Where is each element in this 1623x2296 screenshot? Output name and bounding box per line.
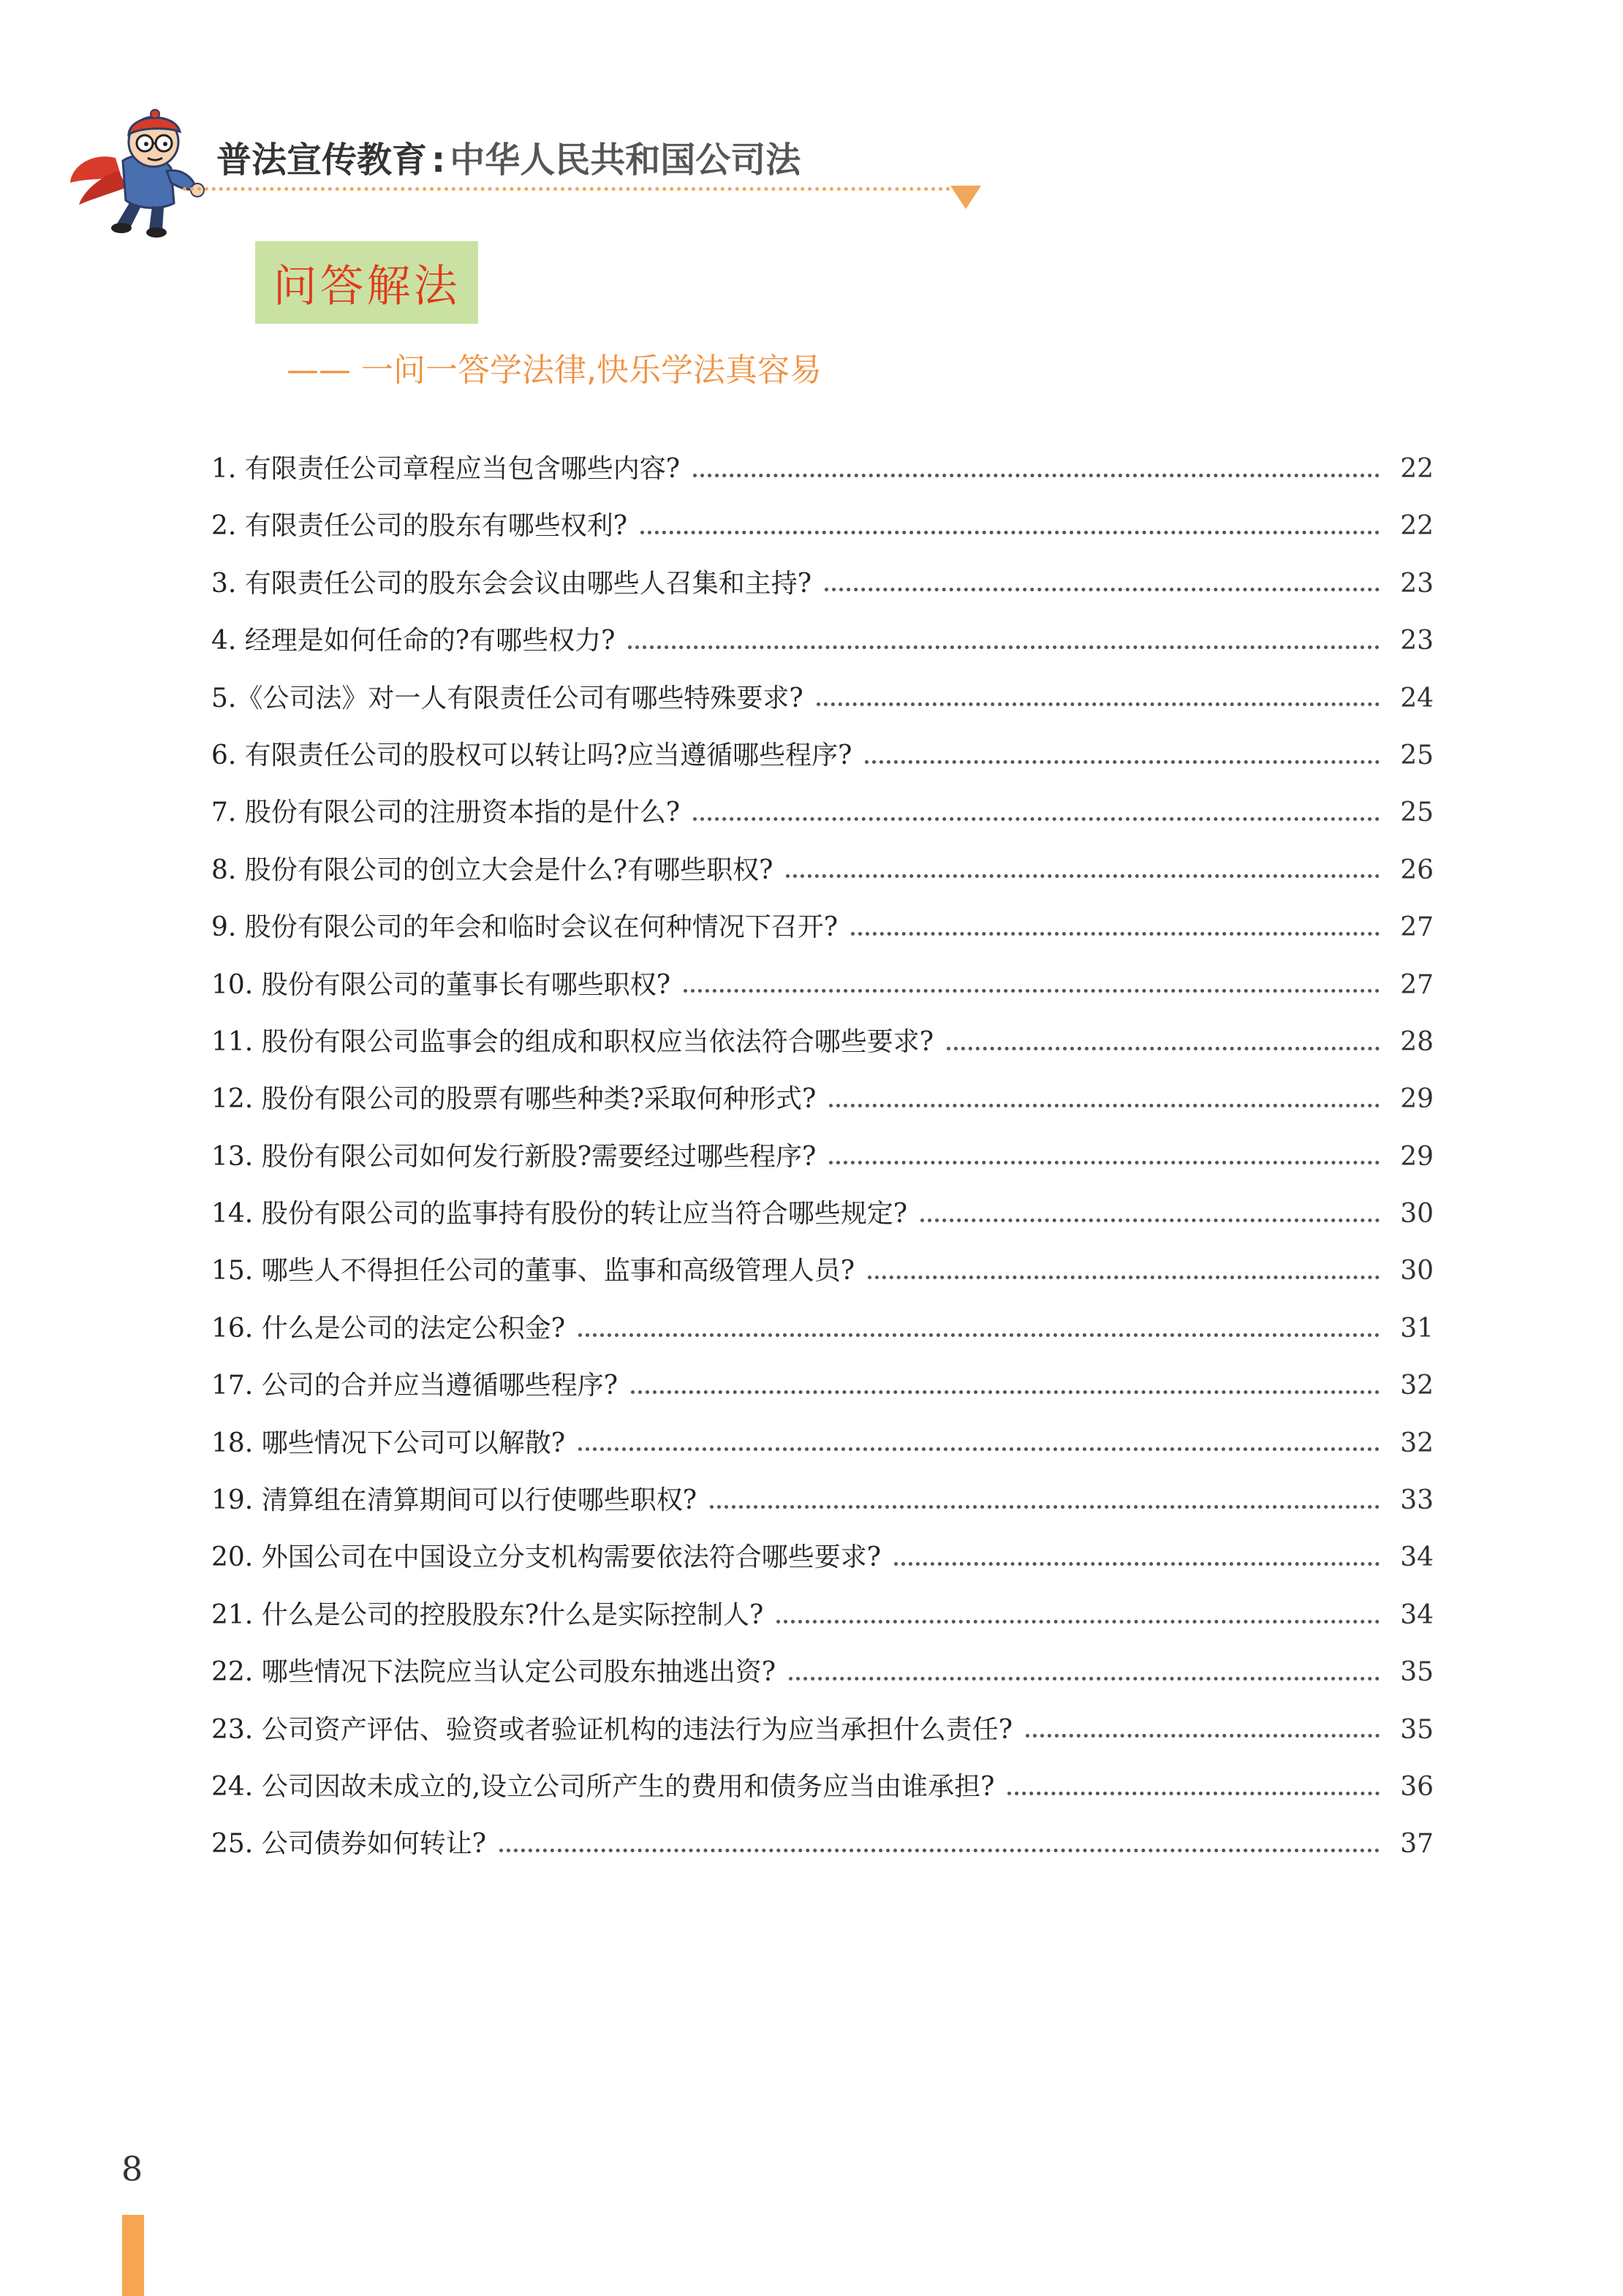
toc-dot-leader (868, 1276, 1380, 1279)
header-brand: 普法宣传教育 (216, 140, 428, 181)
toc-entry[interactable] (211, 842, 1434, 899)
toc-entry-title: 23. 公司资产评估、验资或者验证机构的违法行为应当承担什么责任? (211, 1714, 1013, 1745)
toc-entry-title: 14. 股份有限公司的监事持有股份的转让应当符合哪些规定? (211, 1199, 907, 1230)
toc-entry-title: 18. 哪些情况下公司可以解散? (211, 1428, 565, 1458)
toc-entry-page: 27 (1400, 969, 1434, 1000)
toc-entry-page: 30 (1400, 1256, 1434, 1287)
toc-entry-page: 28 (1400, 1026, 1434, 1057)
toc-dot-leader (693, 474, 1380, 477)
header-arrow-icon (950, 186, 981, 209)
toc-entry-page: 35 (1400, 1657, 1434, 1688)
header-law-title: 中华人民共和国公司法 (450, 140, 801, 181)
toc-entry[interactable] (211, 1300, 1434, 1357)
toc-entry-title: 5.《公司法》对一人有限责任公司有哪些特殊要求? (211, 683, 803, 713)
toc-entry-page: 25 (1400, 797, 1434, 828)
toc-dot-leader (578, 1447, 1380, 1451)
footer-accent-bar (122, 2215, 144, 2296)
toc-entry-title: 1. 有限责任公司章程应当包含哪些内容? (211, 454, 681, 484)
toc-dot-leader (578, 1333, 1380, 1337)
toc-entry-page: 36 (1400, 1771, 1434, 1802)
toc-entry-title: 19. 清算组在清算期间可以行使哪些职权? (211, 1485, 697, 1516)
toc-entry-title: 25. 公司债券如何转让? (211, 1829, 486, 1860)
toc-dot-leader (640, 531, 1380, 534)
toc-dot-leader (865, 760, 1380, 764)
section-title: 问答解法 (273, 260, 461, 312)
toc-entry-title: 22. 哪些情况下法院应当认定公司股东抽逃出资? (211, 1657, 776, 1688)
toc-entry[interactable] (211, 670, 1434, 727)
toc-dot-leader (693, 817, 1380, 821)
toc-entry-page: 23 (1400, 568, 1434, 599)
toc-entry-page: 22 (1400, 454, 1434, 484)
toc-entry-page: 22 (1400, 511, 1434, 542)
toc-entry-page: 26 (1400, 855, 1434, 885)
toc-entry-page: 29 (1400, 1084, 1434, 1115)
toc-entry[interactable] (211, 899, 1434, 956)
toc-dot-leader (499, 1849, 1380, 1852)
toc-entry-title: 13. 股份有限公司如何发行新股?需要经过哪些程序? (211, 1141, 817, 1172)
toc-dot-leader (628, 645, 1380, 649)
toc-dot-leader (829, 1161, 1380, 1164)
toc-entry[interactable] (211, 1644, 1434, 1701)
toc-entry[interactable] (211, 1129, 1434, 1186)
toc-entry-page: 23 (1400, 626, 1434, 656)
toc-entry[interactable] (211, 1472, 1434, 1529)
toc-entry[interactable] (211, 1243, 1434, 1300)
toc-entry-page: 31 (1400, 1313, 1434, 1344)
toc-entry-title: 20. 外国公司在中国设立分支机构需要依法符合哪些要求? (211, 1542, 881, 1573)
toc-entry-page: 24 (1400, 683, 1434, 713)
toc-entry[interactable] (211, 1357, 1434, 1414)
toc-entry-title: 6. 有限责任公司的股权可以转让吗?应当遵循哪些程序? (211, 740, 852, 770)
toc-entry-title: 24. 公司因故未成立的,设立公司所产生的费用和债务应当由谁承担? (211, 1771, 995, 1802)
toc-entry-page: 27 (1400, 912, 1434, 943)
page-number: 8 (121, 2149, 143, 2189)
toc-dot-leader (825, 588, 1380, 591)
toc-entry-title: 10. 股份有限公司的董事长有哪些职权? (211, 969, 670, 1000)
mascot-illustration (64, 101, 225, 240)
toc-entry-page: 37 (1400, 1829, 1434, 1860)
toc-entry-title: 2. 有限责任公司的股东有哪些权利? (211, 511, 628, 542)
toc-entry[interactable] (211, 784, 1434, 841)
toc-dot-leader (1026, 1734, 1380, 1738)
toc-entry-page: 32 (1400, 1428, 1434, 1458)
toc-dot-leader (1007, 1792, 1380, 1795)
toc-entry[interactable] (211, 1759, 1434, 1816)
toc-entry-title: 8. 股份有限公司的创立大会是什么?有哪些职权? (211, 855, 773, 885)
toc-dot-leader (894, 1562, 1380, 1566)
toc-dot-leader (920, 1219, 1380, 1222)
running-header (216, 132, 801, 183)
toc-entry[interactable] (211, 1529, 1434, 1586)
toc-entry-page: 32 (1400, 1371, 1434, 1401)
toc-entry[interactable] (211, 1071, 1434, 1128)
toc-entry-title: 12. 股份有限公司的股票有哪些种类?采取何种形式? (211, 1084, 817, 1115)
header-separator: : (431, 140, 446, 181)
table-of-contents (211, 441, 1434, 1873)
toc-entry[interactable] (211, 1816, 1434, 1873)
toc-entry[interactable] (211, 1014, 1434, 1071)
toc-entry-title: 17. 公司的合并应当遵循哪些程序? (211, 1371, 618, 1401)
header-dotted-rule (183, 187, 958, 191)
toc-dot-leader (947, 1047, 1380, 1050)
toc-entry-page: 29 (1400, 1141, 1434, 1172)
toc-entry[interactable] (211, 556, 1434, 613)
toc-entry[interactable] (211, 1702, 1434, 1759)
toc-dot-leader (631, 1390, 1380, 1394)
toc-entry[interactable] (211, 1415, 1434, 1472)
toc-dot-leader (851, 932, 1380, 936)
section-title-box (255, 241, 478, 324)
toc-entry[interactable] (211, 1186, 1434, 1243)
toc-dot-leader (829, 1104, 1380, 1107)
toc-entry-page: 35 (1400, 1714, 1434, 1745)
toc-entry-page: 25 (1400, 740, 1434, 770)
toc-dot-leader (817, 702, 1380, 706)
toc-entry[interactable] (211, 1587, 1434, 1644)
toc-entry-title: 11. 股份有限公司监事会的组成和职权应当依法符合哪些要求? (211, 1026, 934, 1057)
toc-entry-title: 7. 股份有限公司的注册资本指的是什么? (211, 797, 681, 828)
toc-dot-leader (786, 874, 1380, 878)
toc-entry-title: 3. 有限责任公司的股东会会议由哪些人召集和主持? (211, 568, 812, 599)
toc-entry-page: 34 (1400, 1599, 1434, 1630)
toc-entry[interactable] (211, 957, 1434, 1014)
section-subtitle: —— 一问一答学法律,快乐学法真容易 (287, 352, 822, 389)
toc-entry[interactable] (211, 441, 1434, 498)
toc-entry[interactable] (211, 498, 1434, 555)
toc-entry-title: 4. 经理是如何任命的?有哪些权力? (211, 626, 616, 656)
toc-entry[interactable] (211, 613, 1434, 670)
toc-entry-page: 30 (1400, 1199, 1434, 1230)
toc-entry[interactable] (211, 727, 1434, 784)
toc-entry-title: 16. 什么是公司的法定公积金? (211, 1313, 565, 1344)
toc-entry-title: 9. 股份有限公司的年会和临时会议在何种情况下召开? (211, 912, 839, 943)
toc-dot-leader (684, 989, 1380, 993)
toc-dot-leader (789, 1677, 1380, 1681)
toc-dot-leader (710, 1505, 1380, 1509)
toc-dot-leader (776, 1620, 1380, 1624)
toc-entry-page: 34 (1400, 1542, 1434, 1573)
toc-entry-page: 33 (1400, 1485, 1434, 1516)
toc-entry-title: 21. 什么是公司的控股股东?什么是实际控制人? (211, 1599, 764, 1630)
toc-entry-title: 15. 哪些人不得担任公司的董事、监事和高级管理人员? (211, 1256, 855, 1287)
